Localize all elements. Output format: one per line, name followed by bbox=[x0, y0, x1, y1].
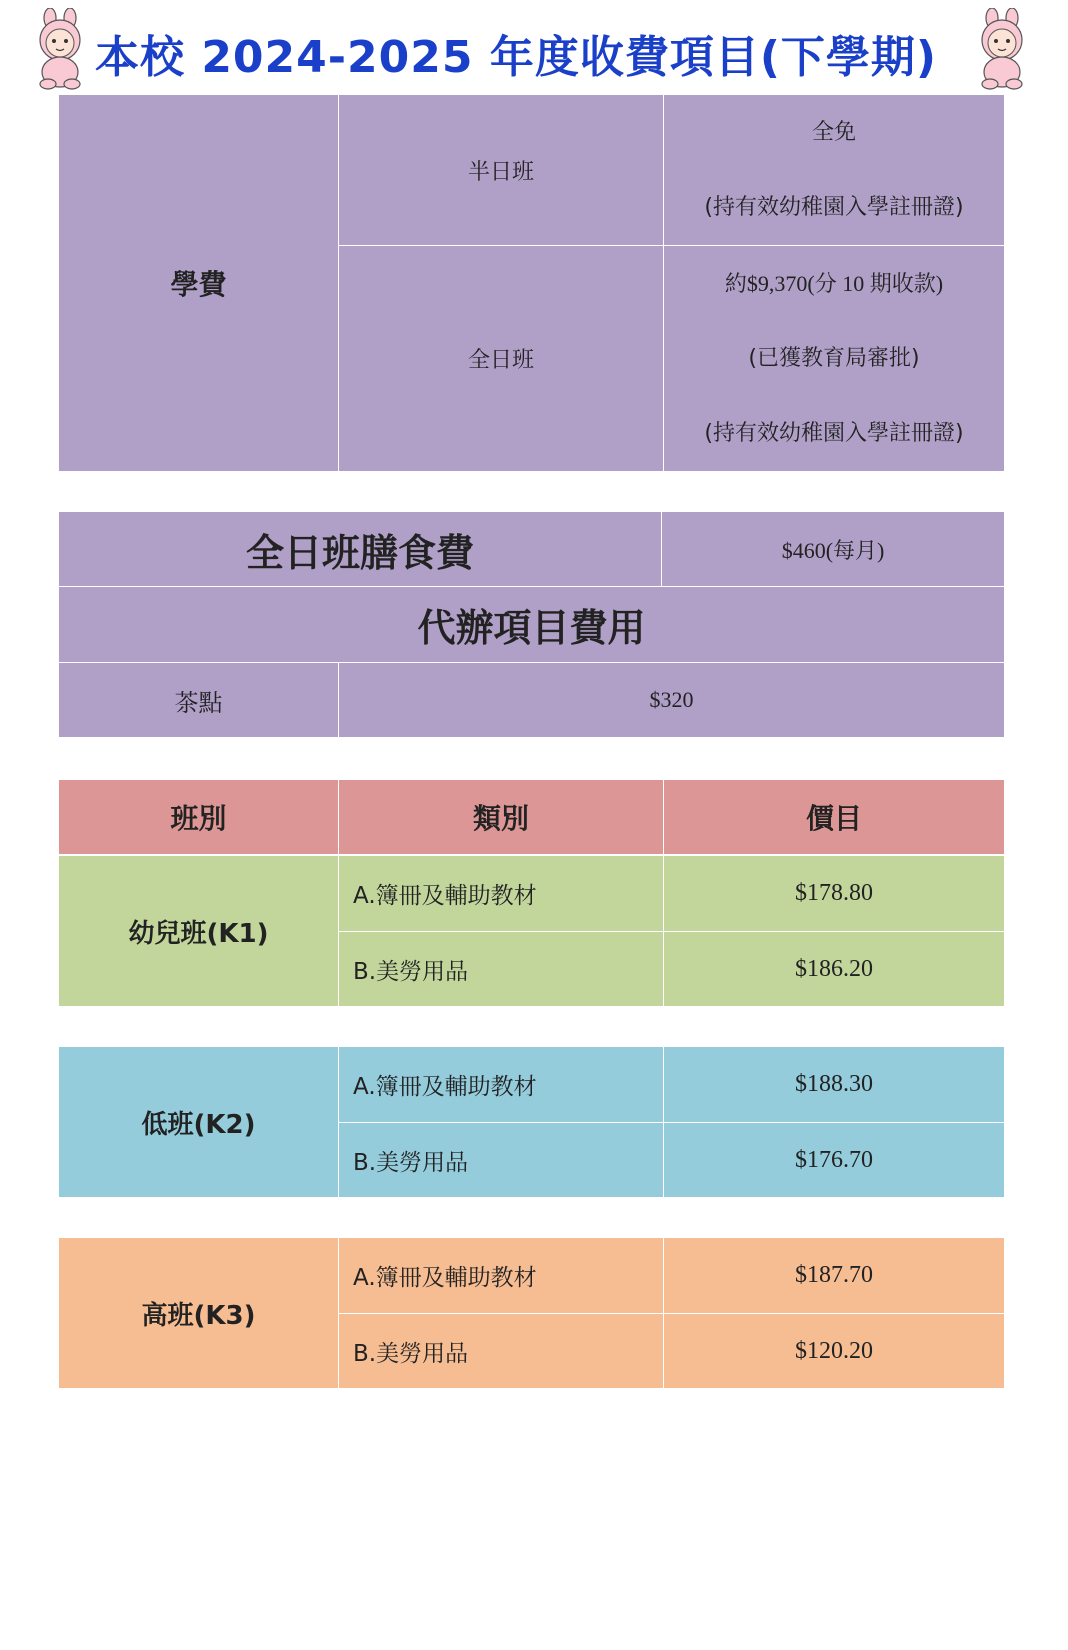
full-day-label: 全日班 bbox=[339, 246, 664, 472]
header-category: 類別 bbox=[339, 780, 664, 855]
category-cell: B.美勞用品 bbox=[339, 1123, 664, 1198]
price-cell: $187.70 bbox=[664, 1238, 1005, 1314]
full-day-fee-line1: 約$9,370(分 10 期收款) bbox=[724, 271, 944, 296]
half-day-fee-line1: 全免 bbox=[811, 120, 856, 145]
half-day-fee-line2: (持有效幼稚園入學註冊證) bbox=[704, 195, 964, 220]
baby-mascot-icon bbox=[970, 8, 1034, 90]
category-cell: A.簿冊及輔助教材 bbox=[339, 856, 664, 932]
category-cell: A.簿冊及輔助教材 bbox=[339, 1238, 664, 1314]
k3-table bbox=[58, 1237, 1005, 1389]
class-name: 幼兒班(K1) bbox=[59, 856, 339, 1007]
class-name: 低班(K2) bbox=[59, 1047, 339, 1198]
full-day-fee-line2: (已獲教育局審批) bbox=[748, 346, 920, 371]
class-name: 高班(K3) bbox=[59, 1238, 339, 1389]
meal-value: $460(每月) bbox=[662, 512, 1005, 587]
k1-table bbox=[58, 855, 1005, 1007]
baby-mascot-icon bbox=[28, 8, 92, 90]
snack-label: 茶點 bbox=[59, 663, 339, 738]
meal-label: 全日班膳食費 bbox=[59, 512, 662, 587]
header-class: 班別 bbox=[59, 780, 339, 855]
price-cell: $178.80 bbox=[664, 856, 1005, 932]
category-cell: B.美勞用品 bbox=[339, 1314, 664, 1389]
agency-heading: 代辦項目費用 bbox=[59, 587, 1005, 663]
title-bar bbox=[0, 0, 1068, 92]
price-cell: $188.30 bbox=[664, 1047, 1005, 1123]
tuition-label: 學費 bbox=[59, 95, 339, 472]
supplies-header bbox=[58, 779, 1005, 855]
price-cell: $176.70 bbox=[664, 1123, 1005, 1198]
full-day-fee bbox=[664, 246, 1005, 472]
tuition-table bbox=[58, 94, 1005, 472]
header-price: 價目 bbox=[664, 780, 1005, 855]
page-title: 本校 2024-2025 年度收費項目(下學期) bbox=[95, 32, 938, 83]
half-day-fee bbox=[664, 95, 1005, 246]
meal-agency-table bbox=[58, 511, 1005, 738]
snack-value: $320 bbox=[339, 663, 1005, 738]
category-cell: B.美勞用品 bbox=[339, 932, 664, 1007]
half-day-label: 半日班 bbox=[339, 95, 664, 246]
category-cell: A.簿冊及輔助教材 bbox=[339, 1047, 664, 1123]
full-day-fee-line3: (持有效幼稚園入學註冊證) bbox=[704, 421, 964, 446]
price-cell: $120.20 bbox=[664, 1314, 1005, 1389]
price-cell: $186.20 bbox=[664, 932, 1005, 1007]
k2-table bbox=[58, 1046, 1005, 1198]
